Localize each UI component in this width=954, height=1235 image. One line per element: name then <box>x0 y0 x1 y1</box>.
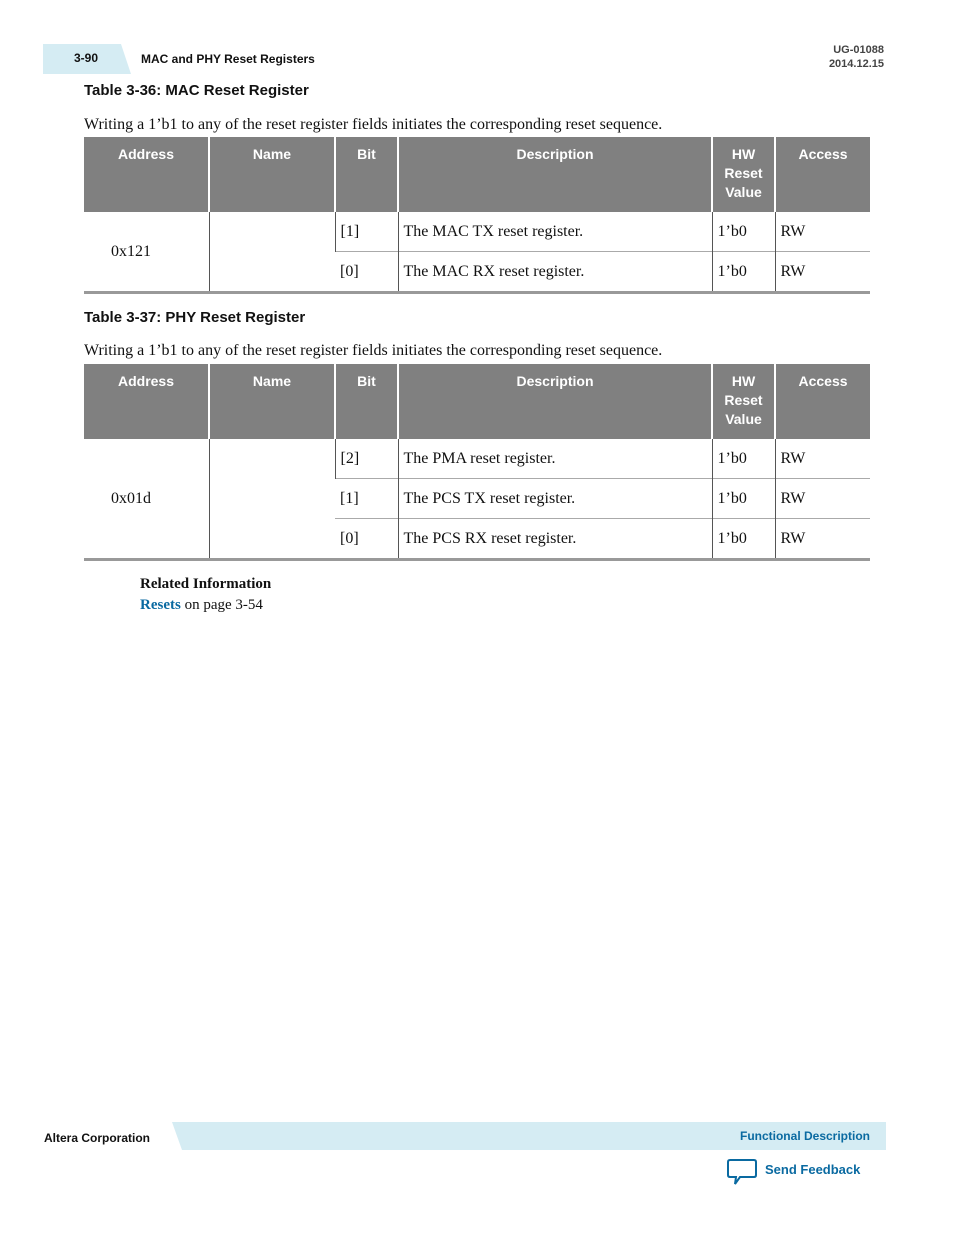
table2-caption: Table 3-37: PHY Reset Register <box>84 309 306 326</box>
header-hw-reset-value: HW Reset Value <box>712 137 775 212</box>
related-page-ref: on page 3-54 <box>180 597 263 613</box>
table1-intro: Writing a 1’b1 to any of the reset register fields initiates the corresponding reset sequence. <box>84 116 663 133</box>
table-row <box>84 439 870 479</box>
description-cell: The MAC TX reset register. <box>398 212 712 252</box>
header-address: Address <box>84 137 209 212</box>
access-cell: RW <box>775 479 870 519</box>
reset-value-cell: 1’b0 <box>712 212 775 252</box>
reset-value-cell: 1’b0 <box>712 252 775 293</box>
access-cell: RW <box>775 252 870 293</box>
access-cell: RW <box>775 519 870 560</box>
bit-cell: [0] <box>335 252 398 293</box>
name-cell <box>209 212 335 293</box>
bit-cell: [1] <box>335 212 398 252</box>
header-access: Access <box>775 137 870 212</box>
bit-cell: [1] <box>335 479 398 519</box>
header-bit: Bit <box>335 364 398 439</box>
table-row <box>84 212 870 252</box>
bit-cell: [2] <box>335 439 398 479</box>
table2-intro: Writing a 1’b1 to any of the reset register fields initiates the corresponding reset sequence. <box>84 342 663 359</box>
access-cell: RW <box>775 212 870 252</box>
table-header-row <box>84 137 870 212</box>
header-name: Name <box>209 137 335 212</box>
description-cell: The PCS TX reset register. <box>398 479 712 519</box>
description-cell: The PCS RX reset register. <box>398 519 712 560</box>
reset-value-cell: 1’b0 <box>712 519 775 560</box>
address-cell: 0x01d <box>84 439 209 560</box>
description-cell: The PMA reset register. <box>398 439 712 479</box>
bit-cell: [0] <box>335 519 398 560</box>
name-cell <box>209 439 335 560</box>
address-cell: 0x121 <box>84 212 209 293</box>
mac-reset-table <box>84 137 870 294</box>
related-label: Related Information <box>140 576 272 592</box>
header-access: Access <box>775 364 870 439</box>
speech-bubble-icon[interactable] <box>727 1158 757 1186</box>
related-information <box>140 576 271 614</box>
reset-value-cell: 1’b0 <box>712 479 775 519</box>
table-header-row <box>84 364 870 439</box>
doc-id: UG-01088 <box>833 44 884 56</box>
send-feedback-link[interactable]: Send Feedback <box>765 1162 861 1177</box>
page-number: 3-90 <box>74 51 99 65</box>
footer-section-link[interactable]: Functional Description <box>739 1129 870 1143</box>
footer-company: Altera Corporation <box>44 1131 151 1145</box>
resets-link[interactable]: Resets <box>140 597 181 613</box>
header-description: Description <box>398 364 712 439</box>
section-title: MAC and PHY Reset Registers <box>141 52 315 66</box>
description-cell: The MAC RX reset register. <box>398 252 712 293</box>
doc-date: 2014.12.15 <box>828 58 884 70</box>
header-description: Description <box>398 137 712 212</box>
header-hw-reset-value: HW Reset Value <box>712 364 775 439</box>
table1-caption: Table 3-36: MAC Reset Register <box>84 82 309 99</box>
doc-id-block <box>829 43 884 71</box>
reset-value-cell: 1’b0 <box>712 439 775 479</box>
header-name: Name <box>209 364 335 439</box>
header-address: Address <box>84 364 209 439</box>
phy-reset-table <box>84 364 870 561</box>
header-bit: Bit <box>335 137 398 212</box>
access-cell: RW <box>775 439 870 479</box>
